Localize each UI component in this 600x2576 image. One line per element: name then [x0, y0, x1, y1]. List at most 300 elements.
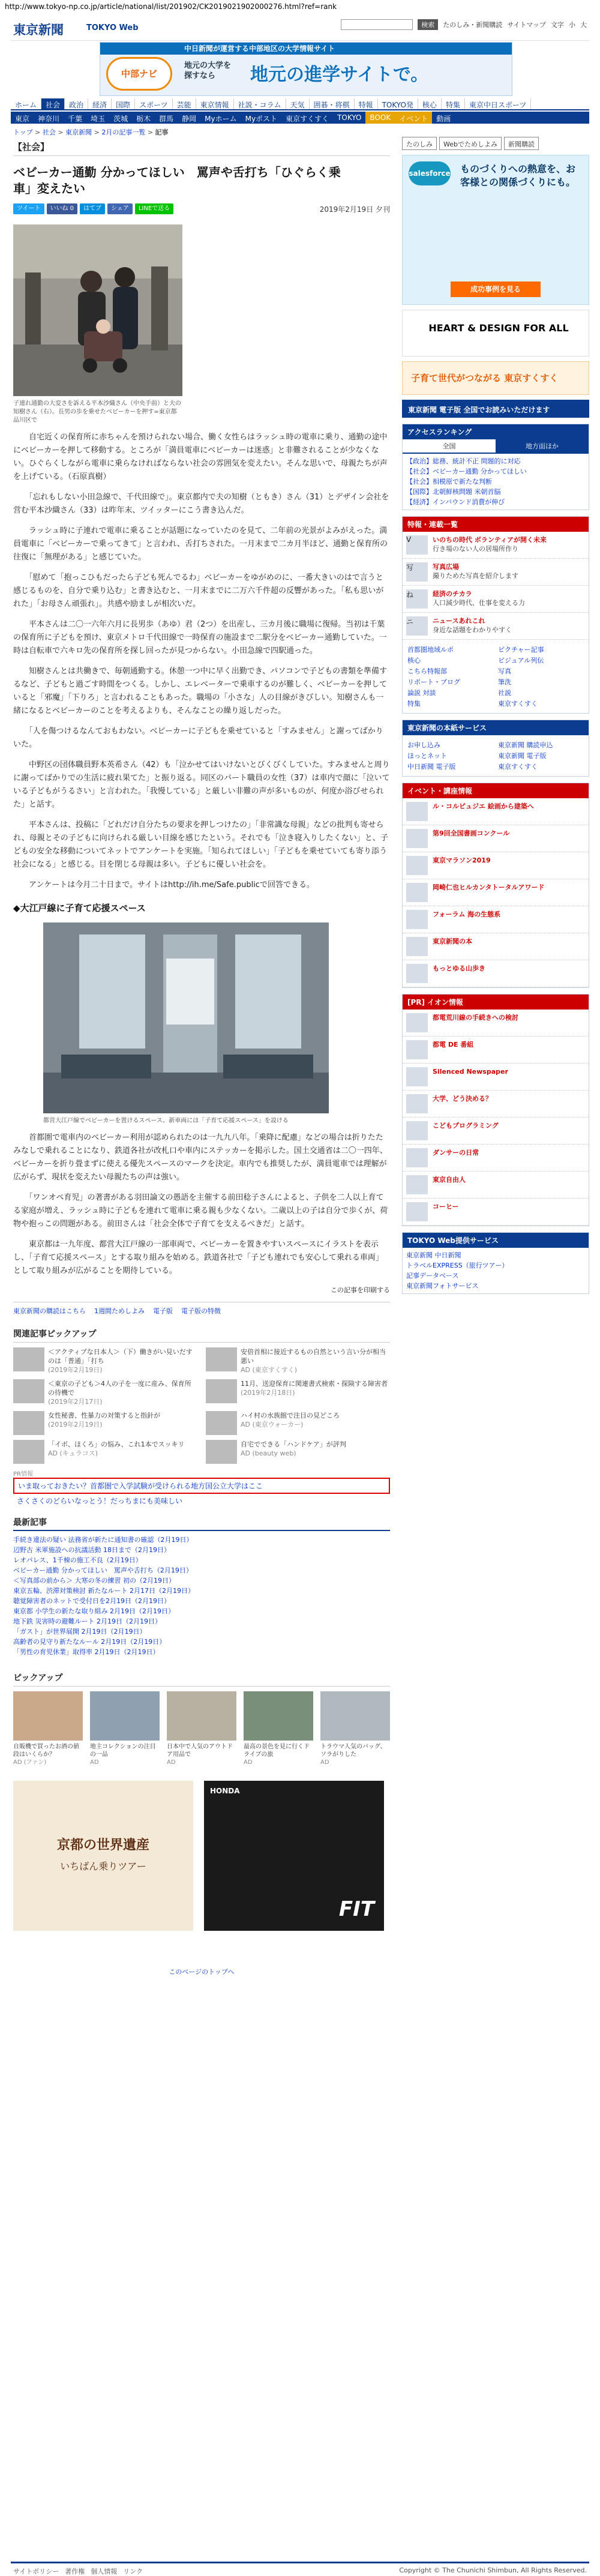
pickup-thumb — [320, 1691, 390, 1741]
event-title: 岡崎仁也ヒルカンタトータルアワード — [433, 883, 545, 891]
ranking-title: アクセスランキング — [403, 424, 589, 439]
related-meta: (2019年2月17日) — [48, 1398, 103, 1406]
pr-thumb — [406, 1175, 428, 1194]
article-paragraph: 自宅近くの保育所に赤ちゃんを預けられない場合、働く女性らはラッシュ時の電車に乗り、通勤の途中にベビーカーを押して移動する。ところが「満員電車にベビーカーは迷惑」と非難されることが少なくない。ひぐらくしながら電車に乗らなければならない社会の雰囲気を変えたい。そんな思いで、母親たちが声を上げている。（石原真樹） — [13, 433, 388, 481]
news-list-item[interactable]: 辺野古 米軍施設への抗議活動 18日まで（2月19日） — [13, 1546, 170, 1554]
news-list-item[interactable]: 東京五輪、渋滞対策検討 新たなルート 2月17日（2月19日） — [13, 1587, 194, 1595]
region-nav-item[interactable]: 東京すくすく — [286, 115, 329, 123]
event-item[interactable] — [403, 933, 589, 960]
related-thumb — [206, 1379, 237, 1403]
feature-badge: 写 — [406, 562, 428, 582]
pr-title: 都電荒川線の手続きへの検討 — [433, 1014, 518, 1022]
related-meta: AD (beauty web) — [241, 1449, 296, 1457]
services-box — [402, 720, 589, 777]
ranking-tab[interactable]: 全国 — [403, 439, 496, 454]
related-title-text: 「イボ、ほくろ」の悩み、これ1本でスッキリ — [48, 1440, 185, 1448]
bottom-ads — [13, 1781, 390, 1931]
related-thumb — [13, 1411, 44, 1435]
article-paragraph: 「慰めて「抱っこひもだったら子ども死んでるわ」ベビーカーをゆがめのに、一番大きいのはで言うと感じるものを、自分で乗り込む」と書き込むと、一月末までに二万六千件超の反響があった。「私も思いがれた」「お母さん頑張れ」。共感や励ましが相次いだ。 — [13, 573, 384, 609]
nav-item[interactable]: 核心 — [418, 98, 442, 109]
nav-item[interactable]: 囲碁・将棋 — [310, 98, 355, 109]
pickup-title-text: 日本中で人気のアウトドア用品で — [167, 1744, 233, 1758]
nav-item[interactable]: 東京情報 — [196, 98, 234, 109]
news-list-item[interactable]: 地下鉄 災害時の避難ルート 2月19日（2月19日） — [13, 1618, 161, 1625]
hatena-button[interactable]: はてブ — [80, 203, 105, 214]
region-nav-item[interactable]: イベント — [395, 112, 432, 124]
related-thumb — [206, 1347, 237, 1371]
region-nav-item[interactable]: BOOK — [365, 112, 395, 124]
pr-item[interactable] — [403, 1118, 589, 1145]
feature-link[interactable]: 核心 — [407, 657, 421, 664]
service-link[interactable]: 東京新聞 電子版 — [498, 752, 547, 760]
feature-item[interactable] — [403, 586, 589, 613]
related-meta: AD (東京ウォーカー) — [241, 1421, 304, 1428]
feature-link[interactable]: リポート・ブログ — [407, 678, 460, 686]
article-photo-family[interactable] — [13, 224, 182, 396]
print-link[interactable]: この記事を印刷する — [331, 1286, 390, 1294]
nav-item[interactable]: 国際 — [112, 98, 135, 109]
pickup-thumb — [13, 1691, 83, 1741]
footer-link[interactable]: 電子版 — [153, 1307, 173, 1315]
article-headline: ベビーカー通勤 分かってほしい 罵声や舌打ち「ひぐらく乗車」変えたい — [13, 165, 341, 196]
service-link[interactable]: ほっとネット — [407, 752, 447, 760]
related-item[interactable] — [206, 1379, 390, 1406]
pickup-meta: AD — [90, 1759, 99, 1766]
nav-item[interactable]: 芸能 — [173, 98, 196, 109]
pr-title: 都電 DE 番組 — [433, 1041, 474, 1049]
related-thumb — [206, 1440, 237, 1464]
related-thumb — [206, 1411, 237, 1435]
nav-item[interactable]: 天気 — [286, 98, 310, 109]
feature-badge: ニ — [406, 616, 428, 636]
news-list-item[interactable]: 「男性の育児休業」取得率 2月19日（2月19日） — [13, 1648, 160, 1656]
ad-headline: 子育て世代がつながる 東京すくすく — [411, 373, 559, 384]
event-item[interactable] — [403, 906, 589, 933]
related-title: 関連記事ピックアップ — [13, 1328, 390, 1343]
related-title-text: 安倍首相に接近するもの自然という言い分が相当悪い — [241, 1348, 386, 1365]
font-small-button[interactable]: 小 — [569, 21, 575, 29]
digital-edition-ad[interactable] — [402, 400, 589, 418]
feature-link[interactable]: 特集 — [407, 700, 421, 708]
web-service-box — [402, 1232, 589, 1294]
header-banner-ad[interactable] — [100, 42, 512, 96]
pickup-grid — [13, 1691, 390, 1766]
feature-link-grid — [403, 640, 589, 713]
pr-thumb — [406, 1121, 428, 1140]
pr-link-highlight[interactable]: いま取っておきたい？首都圏で入学試験が受けられる地方国公立大学はここ — [13, 1478, 390, 1494]
page — [11, 13, 589, 2576]
web-service-link[interactable]: 東京新聞フォトサービス — [406, 1282, 479, 1290]
news-list-item[interactable]: レオパレス、1千棟の施工不良（2月19日） — [13, 1556, 142, 1564]
event-item[interactable] — [403, 852, 589, 879]
pickup-item[interactable] — [320, 1691, 390, 1766]
event-title: 東京新聞の本 — [433, 937, 472, 945]
pickup-thumb — [90, 1691, 160, 1741]
pickup-title: ピックアップ — [13, 1672, 390, 1687]
news-list-item[interactable]: 東京都 小学生の新たな取り組み 2月19日（2月19日） — [13, 1607, 175, 1615]
web-service-title: TOKYO Web提供サービス — [403, 1233, 589, 1248]
feature-link[interactable]: こちら特報部 — [407, 667, 447, 675]
main-nav — [11, 98, 589, 110]
pickup-title-text: 最高の景色を見に行くドライブの旅 — [244, 1744, 310, 1758]
pickup-meta: AD (ファン) — [13, 1759, 47, 1766]
nav-item[interactable]: 特集 — [442, 98, 465, 109]
footer-link[interactable]: リンク — [123, 2568, 143, 2575]
ad-headline: HEART & DESIGN FOR ALL — [428, 322, 569, 334]
news-list-item[interactable]: ＜写真部の前から＞ 大寒の冬の練習 初の（2月19日） — [13, 1577, 175, 1584]
breadcrumb-current: 記事 — [155, 128, 169, 136]
related-meta: (2019年2月19日) — [48, 1421, 103, 1428]
region-nav-item[interactable]: 東京 — [15, 115, 30, 123]
event-thumb — [406, 883, 428, 902]
nav-item-active[interactable]: 社会 — [41, 98, 65, 109]
article-paragraph: 東京都は一九年度、都営大江戸線の一部車両で、ベビーカーを置きやすいスペースにイラストを表示し、「子育て応援スペース」とする取り組みを始める。鉄道各社で「子ども連れでも安心して乗れる車両」として取り組みが広がることを期待している。 — [13, 1240, 383, 1275]
feature-title: ニュースあれこれ — [433, 617, 485, 625]
feature-link[interactable]: 写真 — [498, 667, 511, 675]
section-title: 【社会】 — [13, 137, 390, 156]
share-bar — [13, 202, 390, 216]
banner-top-text: 中日新聞が運営する中部地区の大学情報サイト — [100, 43, 512, 55]
nav-item[interactable]: スポーツ — [135, 98, 173, 109]
events-title: イベント・講座情報 — [403, 783, 589, 798]
ranking-list — [403, 454, 589, 510]
region-nav-item[interactable]: TOKYO — [337, 113, 362, 122]
ranking-item[interactable]: 【社会】ベビーカー通勤 分かってほしい — [406, 468, 527, 475]
related-meta: (2019年2月18日) — [241, 1389, 295, 1397]
pickup-item[interactable] — [167, 1691, 236, 1766]
site-logo[interactable]: 東京新聞 — [13, 22, 64, 37]
pr-label: PR情報 — [13, 1471, 33, 1478]
feature-link[interactable]: 筆洗 — [498, 678, 511, 686]
footer-link[interactable]: 著作権 — [65, 2568, 85, 2575]
feature-text: 人口減少時代、仕事を変える力 — [433, 599, 525, 607]
ad-cta-button[interactable]: 成功事例を見る — [451, 281, 541, 297]
feature-link[interactable]: 東京すくすく — [498, 700, 538, 708]
region-nav-item[interactable]: 栃木 — [136, 115, 151, 123]
event-item[interactable] — [403, 825, 589, 852]
feature-list — [402, 516, 589, 714]
region-nav-item[interactable]: 埼玉 — [91, 115, 106, 123]
footer-link[interactable]: 1週間ためしよみ — [94, 1307, 145, 1315]
pickup-thumb — [167, 1691, 236, 1741]
region-nav-item[interactable]: 動画 — [436, 115, 451, 123]
event-thumb — [406, 964, 428, 983]
tour-ad-sub: いちばん乗りツアー — [60, 1861, 146, 1872]
car-ad-brand: HONDA — [210, 1787, 240, 1795]
pickup-meta: AD — [167, 1759, 176, 1766]
web-service-list — [403, 1248, 589, 1293]
region-nav-item[interactable]: 群馬 — [159, 115, 174, 123]
pr-thumb — [406, 1067, 428, 1086]
site-header — [11, 13, 589, 41]
page-top-link[interactable]: このページのトップへ — [169, 1968, 235, 1976]
car-ad[interactable] — [204, 1781, 384, 1931]
like-button[interactable]: いいね 0 — [47, 203, 78, 214]
ranking-tabs — [403, 439, 589, 454]
related-item[interactable] — [13, 1440, 197, 1464]
article-column — [13, 137, 390, 1976]
news-list-item[interactable]: 高齢者の見守り新たなルール 2月19日（2月19日） — [13, 1638, 166, 1646]
ranking-item[interactable]: 【国際】北朝鮮核問題 米朝首脳 — [406, 488, 501, 496]
event-title: フォーラム 海の生態系 — [433, 910, 501, 918]
tweet-button[interactable]: ツイート — [13, 203, 44, 214]
related-item[interactable] — [13, 1411, 197, 1435]
event-title: 東京マラソン2019 — [433, 856, 491, 864]
pr-thumb — [406, 1094, 428, 1113]
web-service-link[interactable]: 東京新聞 中日新聞 — [406, 1251, 461, 1259]
news-list — [13, 1535, 390, 1657]
pr-item[interactable] — [403, 1064, 589, 1091]
news-list-item[interactable]: 聴覚障害者のネットで受付日を2月19日（2月19日） — [13, 1597, 170, 1605]
event-title: 第9回全国書画コンクール — [433, 829, 510, 837]
pr-item[interactable] — [403, 1172, 589, 1199]
related-grid — [13, 1347, 390, 1464]
feature-list-title: 特報・連載一覧 — [403, 517, 589, 532]
pr-title: こどもプログラミング — [433, 1122, 499, 1130]
header-link[interactable]: たのしみ・新聞購読 — [443, 21, 503, 29]
event-thumb — [406, 937, 428, 956]
feature-title: 写真広場 — [433, 563, 459, 571]
feature-badge: ね — [406, 589, 428, 609]
pickup-title-text: トラウマ人気のバッグ、ソラがりした — [320, 1744, 386, 1758]
pickup-thumb — [244, 1691, 313, 1741]
article-paragraph: 平本さんは二〇一六年六月に長男歩（あゆ）君（2つ）を出産し、三カ月後に職場に復帰。当初は千葉の保育所に子どもを預け、東京メトロ千代田線で一時保育の施設まで二駅分をベビーカー通勤していた。一時は自転車で六キロ先の保育所を探し回ったが見つからない。小田急線で四駅通った。 — [13, 620, 387, 655]
heart-design-ad[interactable] — [402, 310, 589, 357]
breadcrumb-item[interactable]: 社会 — [42, 128, 56, 136]
ad-brand-logo: salesforce — [409, 161, 451, 185]
pr-item[interactable] — [403, 1010, 589, 1037]
article-paragraph: 知樹さんとは共働きで、毎朝通勤する。休憩一つ中に早く出勤でき、パソコンで子どもの書類を準備するなど、子どもと過ごす時間をつくる。しかし、エレベーターで乗車するのが難しく、ベビーカーを押していると「邪魔」「下りろ」と言われることもあった。職場の「小さな」人の目線がきびしい。知樹さんも一緒になるとベビーカーのことを考えるよりも、そんなことの繰り返しだった。 — [13, 667, 387, 715]
sidebar — [402, 137, 589, 1294]
web-service-link[interactable]: トラベルEXPRESS（旅行ツアー） — [406, 1262, 509, 1269]
pr-link[interactable]: さくさくのどらいなっとう！だっちまにも美味しい — [17, 1497, 183, 1505]
events-box — [402, 783, 589, 988]
article-paragraph: 首都圏で電車内のベビーカー利用が認められたのは一九九八年。「乗降に配慮」などの場合は折りたたみなしで乗れることになり、鉄道各社が改札口や車内にステッカーを掲示した。国土交通省は二〇一四年、ベビーカーを折り畳まずに使える優先スペースのマークを決定。車内でも推奨したが、満員電車では理解が広がらず、現状を変えたい母親たちの声は強い。 — [13, 1133, 388, 1182]
breadcrumb-item[interactable]: トップ — [13, 128, 33, 136]
news-list-item[interactable]: 手続き違法の疑い 法務省が新たに通知書の確認（2月19日） — [13, 1536, 193, 1544]
tour-ad-title: 京都の世界遺産 — [56, 1838, 149, 1853]
related-title-text: 11月、送迎保育に関連書式検索・探険する障害者 — [241, 1380, 388, 1388]
services-title: 東京新聞の本紙サービス — [403, 720, 589, 735]
ranking-item[interactable]: 【経済】インバウンド消費が伸び — [406, 498, 505, 506]
photo-illustration — [13, 224, 182, 396]
pr-title: コーヒー — [433, 1203, 459, 1211]
pr-box-title: [PR] イオン情報 — [403, 995, 589, 1010]
banner-sub-text: 地元の大学を探すなら — [184, 61, 232, 80]
related-title-text: 女性秘書、性暴力の対策すると指針が — [48, 1412, 160, 1419]
pr-item[interactable] — [403, 1091, 589, 1118]
footer-link[interactable]: 東京新聞の購読はこちら — [13, 1307, 86, 1315]
search-button[interactable]: 検索 — [418, 19, 438, 30]
related-title-text: ＜アクティブな日本人＞（下）働きがい見いだすのは「普通」「打ち — [48, 1348, 193, 1365]
related-title-text: 自宅でできる「ハンドケア」が評判 — [241, 1440, 346, 1448]
event-title: ル・コルビュジエ 絵画から建築へ — [433, 802, 534, 810]
breadcrumb-item[interactable]: 2月の記事一覧 — [101, 128, 146, 136]
article-date: 2019年2月19日 夕刊 — [319, 205, 390, 214]
article-paragraph: 「人を傷つけるなんておもわない。ベビーカーに子どもを乗せていると「すみません」と謝ってばかりいた。 — [13, 727, 383, 749]
nav-item[interactable]: 東京中日スポーツ — [465, 98, 532, 109]
feature-link[interactable]: 社説 — [498, 689, 511, 697]
article-photo-train[interactable] — [43, 922, 329, 1113]
pickup-item[interactable] — [244, 1691, 313, 1766]
nav-item[interactable]: 社説・コラム — [234, 98, 286, 109]
access-ranking — [402, 424, 589, 510]
font-size-label: 文字 — [551, 21, 564, 29]
related-thumb — [13, 1440, 44, 1464]
related-thumb — [13, 1379, 44, 1403]
pickup-item[interactable] — [90, 1691, 160, 1766]
pickup-title-text: 地主コレクションの注目の一品 — [90, 1744, 156, 1758]
nav-item[interactable]: 政治 — [65, 98, 88, 109]
related-meta: AD (東京すくすく) — [241, 1366, 298, 1374]
pr-title: 東京自由人 — [433, 1176, 466, 1184]
related-item[interactable] — [13, 1379, 197, 1406]
ranking-item[interactable]: 【政治】総務、統計不正 問題的に対応 — [406, 457, 521, 465]
news-list-item[interactable]: ベビーカー通勤 分かってほしい 罵声や舌打ち（2月19日） — [13, 1566, 193, 1574]
article-subhead: ◆大江戸線に子育て応援スペース — [13, 903, 146, 913]
nav-item[interactable]: 経済 — [88, 98, 112, 109]
article-footer-links — [13, 1302, 390, 1316]
pr-title: ダンサーの日常 — [433, 1149, 479, 1157]
footer-link[interactable]: サイトポリシー — [13, 2568, 59, 2575]
photo-caption: 子連れ通勤の大変さを訴える平本沙織さん（中央手前）と夫の知樹さん（右）。長男の歩を乗せたベビーカーを押す=東京都品川区で — [13, 400, 181, 424]
share-button[interactable]: シェア — [107, 203, 133, 214]
region-nav-item[interactable]: 千葉 — [68, 115, 83, 123]
region-nav-item[interactable]: Myポスト — [245, 115, 278, 123]
event-title: もっとゆる山歩き — [433, 964, 485, 972]
sidebar-tab[interactable]: 新聞購読 — [504, 137, 539, 150]
pr-thumb — [406, 1040, 428, 1059]
line-button[interactable]: LINEで送る — [135, 203, 173, 214]
article-paragraph: ラッシュ時に子連れで電車に乗ることが話題になっていたのを見て、二年前の光景がよみがえった。満員電車に「ベビーカーで乗ってきて」と言われ、舌打ちされた。一月末まで二カ月半ほど、通勤と保育所の往復に「無理がある」と感じていた。 — [13, 526, 388, 562]
article-paragraph: アンケートは今月二十日まで。サイトはhttp://ih.me/Safe.publicで回答できる。 — [21, 880, 314, 889]
event-thumb — [406, 829, 428, 848]
feature-link[interactable]: ピクチャー記事 — [498, 646, 544, 654]
service-link[interactable]: 東京新聞 購読申込 — [498, 741, 553, 749]
breadcrumb-item[interactable]: 東京新聞 — [65, 128, 92, 136]
pr-title: Silenced Newspaper — [433, 1068, 508, 1076]
pr-thumb — [406, 1148, 428, 1167]
copyright: Copyright © The Chunichi Shimbun, All Rights Reserved. — [399, 2566, 587, 2574]
related-meta: AD (キュラコス) — [48, 1449, 98, 1457]
feature-badge: V — [406, 535, 428, 555]
feature-link[interactable]: 首都圏地域ルポ — [407, 646, 454, 654]
ranking-item[interactable]: 【社会】相模原で新たな判断 — [406, 478, 492, 486]
pr-thumb — [406, 1013, 428, 1032]
related-item[interactable] — [206, 1440, 390, 1464]
feature-text: 身近な話題をわかりやすく — [433, 626, 512, 634]
sidebar-tab[interactable]: たのしみ — [402, 137, 437, 150]
pr-item[interactable] — [403, 1037, 589, 1064]
region-nav — [11, 112, 589, 124]
feature-item[interactable] — [403, 559, 589, 586]
pr-item[interactable] — [403, 1199, 589, 1226]
pickup-meta: AD — [320, 1759, 329, 1766]
feature-title: 経済のチカラ — [433, 590, 472, 598]
tour-ad[interactable] — [13, 1781, 193, 1931]
breadcrumb: トップ > 社会 > 東京新聞 > 2月の記事一覧 > 記事 — [13, 128, 169, 136]
related-meta: (2019年2月19日) — [48, 1366, 103, 1374]
feature-text: 撮りためた写真を紹介します — [433, 572, 518, 580]
pr-box — [402, 994, 589, 1226]
site-logo-sub[interactable]: TOKYO Web — [86, 23, 139, 32]
feature-link[interactable]: ビジュアル列伝 — [498, 657, 544, 664]
header-links — [341, 19, 587, 30]
feature-item[interactable] — [403, 532, 589, 559]
search-input[interactable] — [341, 19, 413, 30]
region-nav-item[interactable]: 静岡 — [182, 115, 197, 123]
service-link[interactable]: お申し込み — [407, 741, 440, 749]
ranking-tab[interactable]: 地方面ほか — [496, 439, 589, 454]
article-body — [13, 431, 390, 892]
related-item[interactable] — [206, 1347, 390, 1374]
news-list-title: 最新記事 — [13, 1516, 390, 1531]
sidebar-tab[interactable]: Webでためしよみ — [439, 137, 502, 150]
web-service-link[interactable]: 記事データベース — [406, 1272, 459, 1280]
font-large-button[interactable]: 大 — [580, 21, 587, 29]
pickup-title-text: 自販機で買ったお酒の値段はいくらか？ — [13, 1744, 79, 1758]
feature-title: いのちの時代 ボランティアが開く未来 — [433, 536, 547, 544]
ad-headline: ものづくりへの熱意を、お客様との関係づくりにも。 — [460, 163, 576, 188]
article-paragraph: 「ワンオペ育児」の著書がある羽田論文の愚語を主催する前田稔子さんによると、子供を二人以上育てる家庭が増え、ラッシュ時に子どもを連れて電車に乗る親も少なくない。二歳以上の子は自分で歩くが、荷物や抱っこの問題がある。前田さんは「社会全体で子育てを支えるべきだ」と話す。 — [13, 1193, 388, 1229]
region-nav-item[interactable]: 神奈川 — [38, 115, 60, 123]
car-ad-model: FIT — [338, 1897, 374, 1921]
banner-mark: 中部ナビ — [106, 57, 172, 91]
related-item[interactable] — [206, 1411, 390, 1435]
pickup-item[interactable] — [13, 1691, 83, 1766]
related-item[interactable] — [13, 1347, 197, 1374]
article-paragraph: 平本さんは、投稿に「どれだけ自分たちの要求を押しつけたの」「非常識な母親」などの批判も寄せられ、母親とその子どもに向けられる厳しい目線を感じたという。それでも「泣き寝入りしたくない」と、子どもの安全な移動についてネットでアンケートを実施。「知られてほしい」「子どもを乗せていても寄り添う社会になる」と感じる。目を閉じる母親は多い。子どもに優しい社会を。 — [13, 820, 388, 869]
region-nav-item[interactable]: Myホーム — [205, 115, 237, 123]
banner-main-text: 地元の進学サイトで。 — [250, 64, 429, 85]
news-list-item[interactable]: 「ガスト」が世界展開 2月19日（2月19日） — [13, 1628, 146, 1636]
feature-link[interactable]: 論説 対談 — [407, 689, 436, 697]
event-item[interactable] — [403, 879, 589, 906]
sukusuku-ad[interactable] — [402, 361, 589, 395]
nav-item[interactable]: ホーム — [11, 98, 41, 109]
related-title-text: ＜東京の子ども＞4人の子を一度に産み、保育所の待機で — [48, 1380, 191, 1397]
pr-item[interactable] — [403, 1145, 589, 1172]
event-thumb — [406, 910, 428, 929]
pr-thumb — [406, 1202, 428, 1221]
sidebar-tabs — [402, 137, 589, 150]
article-body-2 — [13, 1131, 390, 1278]
salesforce-ad[interactable] — [402, 155, 589, 305]
header-link[interactable]: サイトマップ — [507, 21, 546, 29]
nav-item[interactable]: TOKYO発 — [378, 98, 418, 109]
article-paragraph: 中野区の団体職員野本英希さん（42）も「泣かせてはいけないとびくびくしていた。すみませんと周りに謝ってばかりでの生活に疲れ果てた」と振り返る。同区のパート職員の女性（37）は車内で顔に「泣いている子どもがうるさい」と言われた。「我慢している」と厳しい非難の声が多いものが、何度か浴びせられた」と話す。 — [13, 760, 390, 809]
photo-caption: 都営大江戸線でベビーカーを置けるスペース。新車両には「子育て応援スペース」を設ける — [43, 1118, 289, 1124]
feature-text: 行き場のない人の居場所作り — [433, 545, 518, 553]
address-bar[interactable]: http://www.tokyo-np.co.jp/article/national/list/201902/CK2019021902000276.html?ref=rank — [0, 0, 600, 13]
event-item[interactable] — [403, 960, 589, 987]
footer-link[interactable]: 電子版の特徴 — [181, 1307, 221, 1315]
footer-link[interactable]: 個人情報 — [91, 2568, 118, 2575]
related-thumb — [13, 1347, 44, 1371]
footer-links — [13, 2566, 143, 2573]
service-link[interactable]: 東京すくすく — [498, 763, 538, 771]
feature-item[interactable] — [403, 613, 589, 640]
event-item[interactable] — [403, 798, 589, 825]
region-nav-item[interactable]: 茨城 — [113, 115, 128, 123]
event-thumb — [406, 856, 428, 875]
nav-item[interactable]: 特報 — [355, 98, 378, 109]
service-link[interactable]: 中日新聞 電子版 — [407, 763, 456, 771]
article-paragraph: 「忘れもしない小田急線で、千代田線で」。東京都内で夫の知樹（ともき）さん（31）とデザイン会社を営む平本沙織さん（33）は昨年末、ツイッターにこう書き込んだ。 — [13, 493, 389, 515]
services-grid — [403, 735, 589, 776]
photo-illustration — [43, 922, 329, 1113]
pr-title: 大学、どう決める？ — [433, 1095, 492, 1103]
